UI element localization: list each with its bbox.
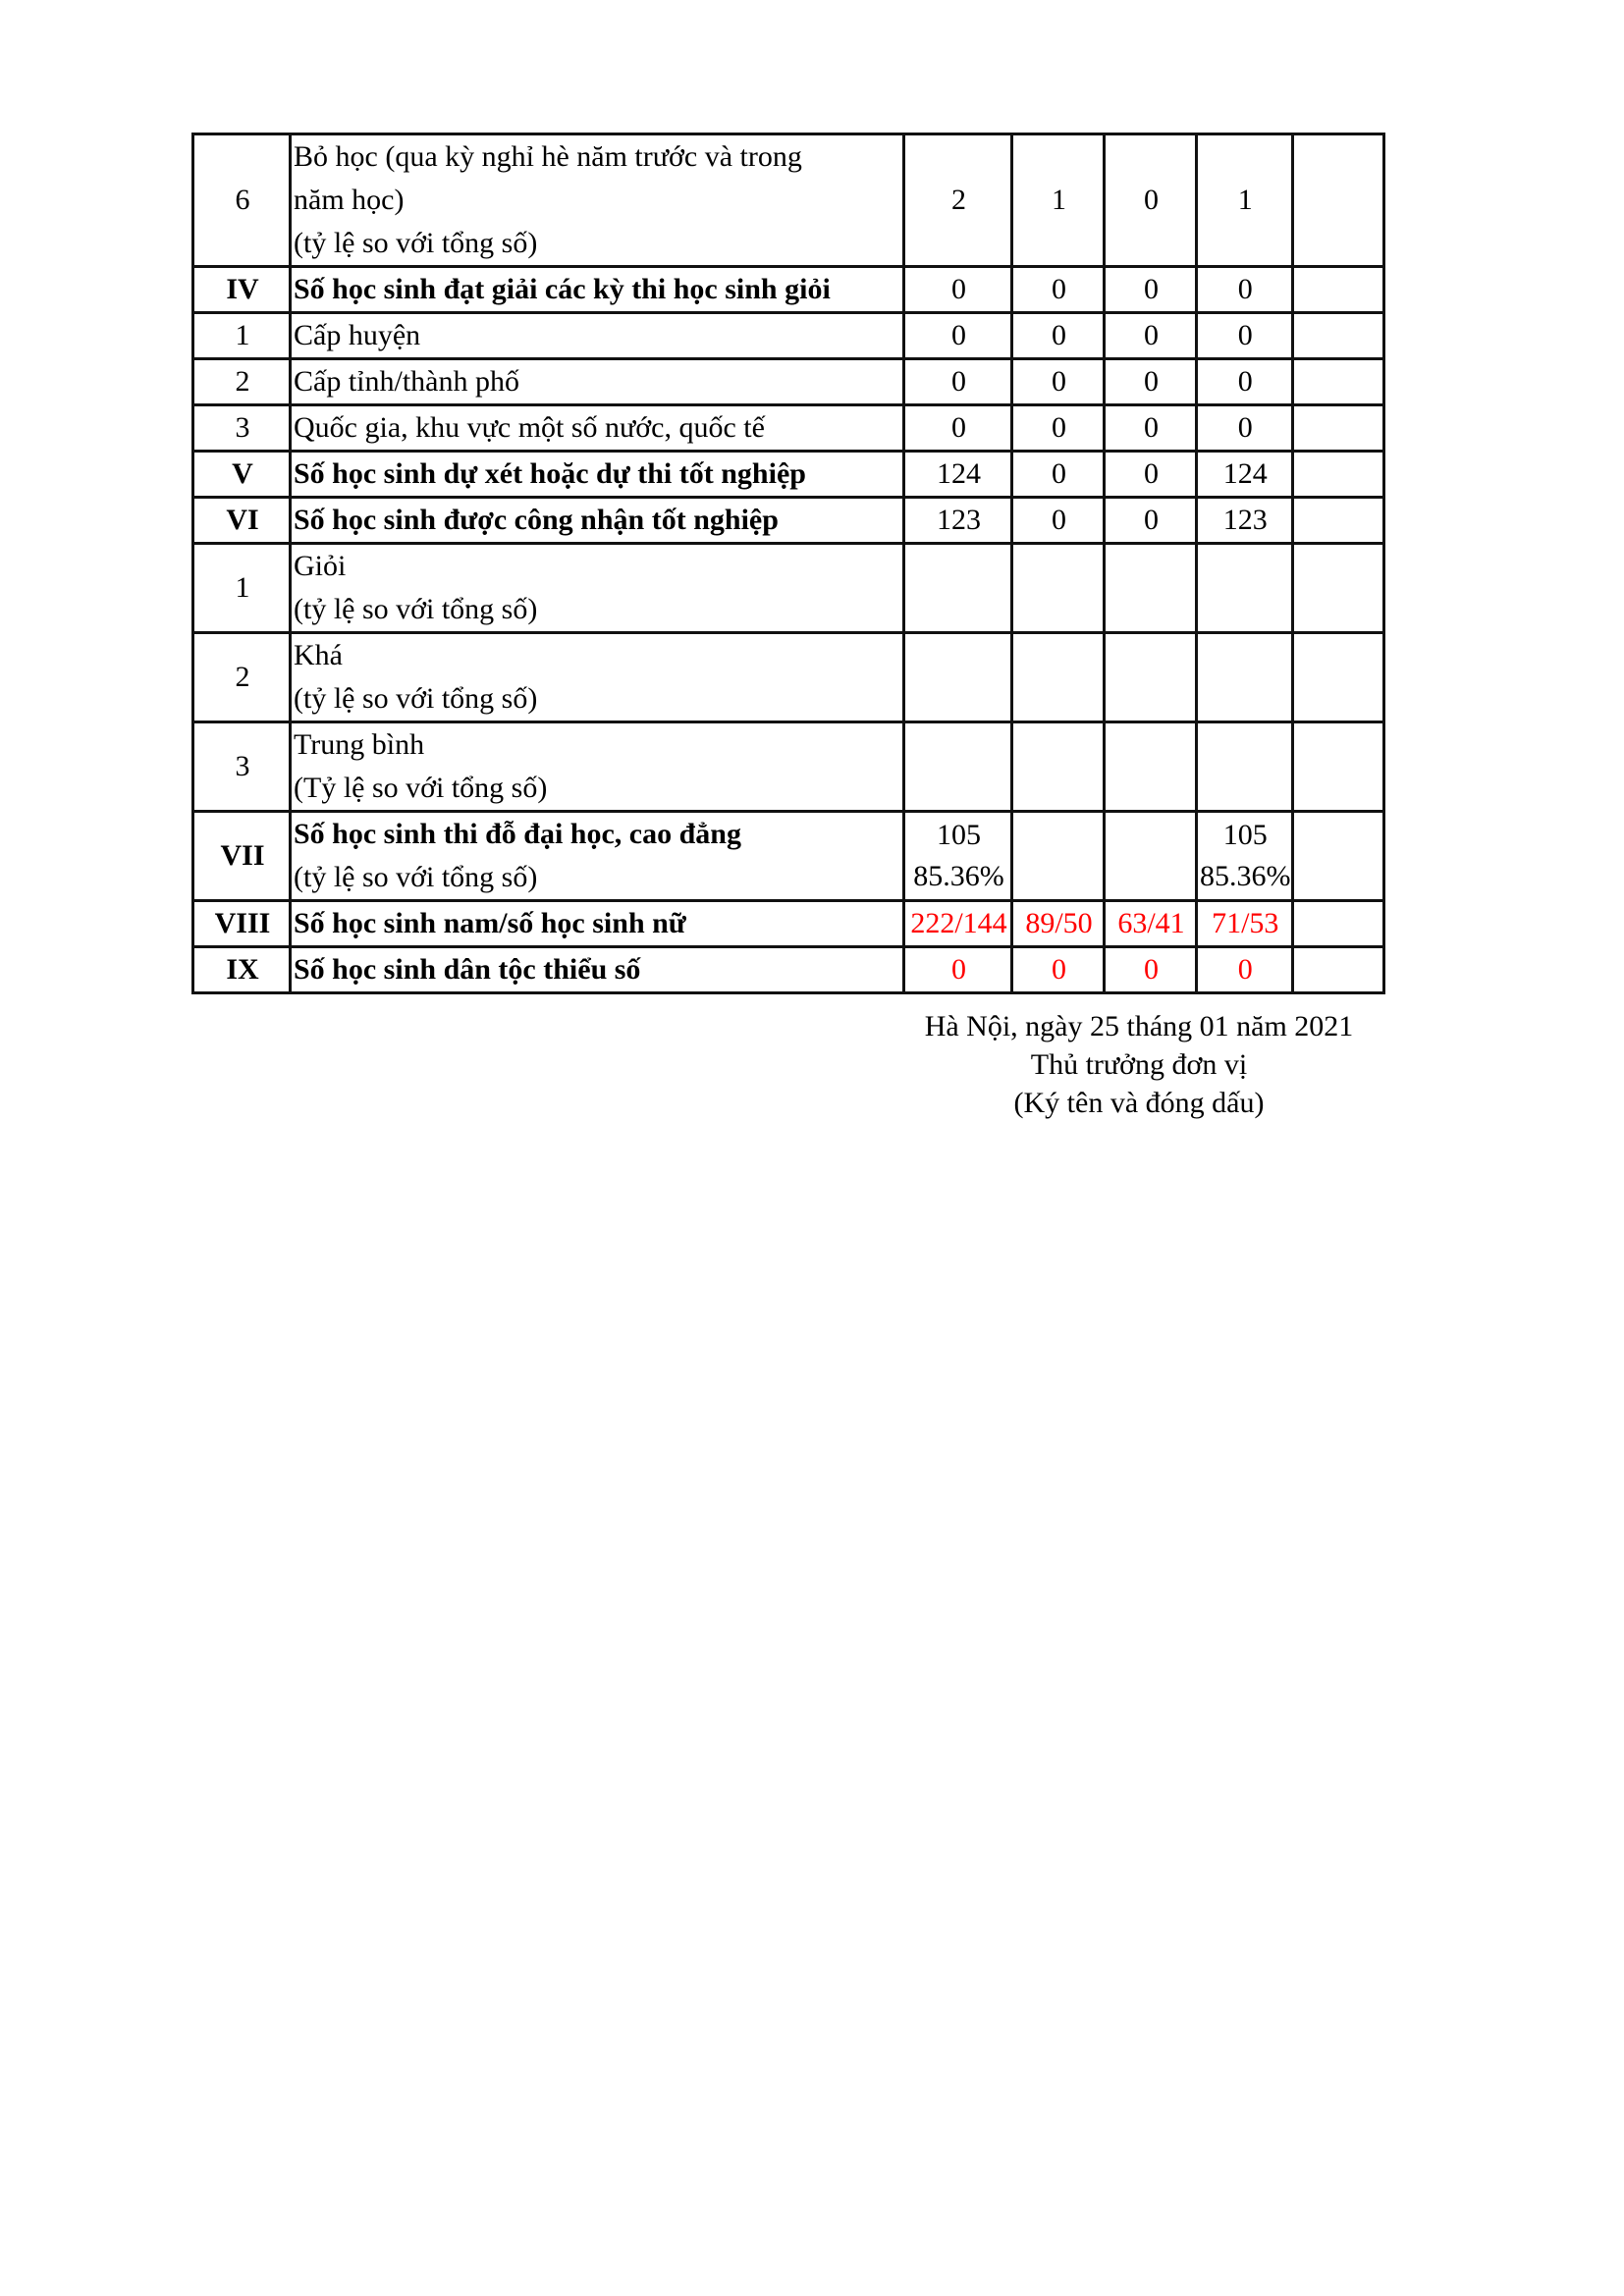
value-cell: 0: [1012, 313, 1105, 359]
note-cell: [1292, 947, 1383, 993]
value-cell: 0: [1012, 267, 1105, 313]
value-cell: 124: [904, 452, 1012, 498]
row-index: VIII: [193, 901, 291, 947]
value-cell: [1197, 544, 1293, 633]
table-row: [193, 633, 1384, 722]
note-cell: [1292, 405, 1383, 452]
row-index: V: [193, 452, 291, 498]
value-cell: 0: [1197, 947, 1293, 993]
row-index: 3: [193, 405, 291, 452]
value-cell: [1105, 633, 1197, 722]
row-index: 2: [193, 359, 291, 405]
table-row: [193, 812, 1384, 901]
value-cell: 1: [1012, 134, 1105, 267]
row-label-line: Cấp huyện: [294, 319, 421, 351]
row-label: [291, 544, 904, 633]
value-cell: 0: [904, 359, 1012, 405]
row-label-line: (tỷ lệ so với tổng số): [294, 227, 538, 259]
value-cell: 0: [1105, 267, 1197, 313]
row-label: [291, 405, 904, 452]
value-cell: 0: [1197, 405, 1293, 452]
table-row: [193, 452, 1384, 498]
value-cell: [1197, 812, 1293, 901]
row-label-line: (tỷ lệ so với tổng số): [294, 593, 538, 625]
row-label: [291, 947, 904, 993]
note-cell: [1292, 498, 1383, 544]
row-label-line: Cấp tỉnh/thành phố: [294, 365, 519, 398]
table-row: [193, 947, 1384, 993]
row-label-line: Số học sinh dự xét hoặc dự thi tốt nghiệp: [294, 457, 806, 490]
value-line: 105: [937, 819, 981, 851]
value-cell: [1012, 544, 1105, 633]
value-cell: 71/53: [1197, 901, 1293, 947]
value-cell: [1012, 722, 1105, 812]
value-cell: [1105, 812, 1197, 901]
signature-block: [864, 1007, 1414, 1122]
row-label-line: Số học sinh dân tộc thiểu số: [294, 953, 641, 986]
value-line: 85.36%: [1200, 860, 1291, 892]
row-label-line: (Tỷ lệ so với tổng số): [294, 772, 548, 804]
table-row: [193, 405, 1384, 452]
note-cell: [1292, 134, 1383, 267]
row-label: [291, 359, 904, 405]
value-cell: 0: [1012, 405, 1105, 452]
signer-title: Thủ trưởng đơn vị: [1030, 1048, 1248, 1081]
value-line: 105: [1222, 819, 1268, 851]
value-cell: 0: [904, 313, 1012, 359]
value-cell: 123: [904, 498, 1012, 544]
value-cell: [904, 544, 1012, 633]
value-cell: [1105, 544, 1197, 633]
row-index: 6: [193, 134, 291, 267]
note-cell: [1292, 633, 1383, 722]
row-index: 3: [193, 722, 291, 812]
value-cell: 0: [1197, 313, 1293, 359]
row-index: 2: [193, 633, 291, 722]
row-label: [291, 633, 904, 722]
row-label-line: Khá: [294, 639, 343, 671]
value-cell: 0: [1105, 947, 1197, 993]
row-label: [291, 498, 904, 544]
value-line: 85.36%: [913, 860, 1004, 892]
value-cell: [1197, 633, 1293, 722]
row-label: [291, 722, 904, 812]
row-label: [291, 452, 904, 498]
value-cell: 0: [1012, 498, 1105, 544]
row-label-line: năm học): [294, 184, 405, 216]
row-label-line: Giỏi: [294, 550, 347, 582]
table-row: [193, 722, 1384, 812]
note-cell: [1292, 359, 1383, 405]
value-cell: 0: [904, 267, 1012, 313]
row-index: IX: [193, 947, 291, 993]
value-cell: 123: [1197, 498, 1293, 544]
row-label-line: (tỷ lệ so với tổng số): [294, 861, 538, 893]
row-index: VI: [193, 498, 291, 544]
table-row: [193, 544, 1384, 633]
row-label-line: Số học sinh được công nhận tốt nghiệp: [294, 504, 779, 536]
row-label-line: (tỷ lệ so với tổng số): [294, 682, 538, 715]
table-row: [193, 498, 1384, 544]
row-label: [291, 812, 904, 901]
value-cell: [904, 812, 1012, 901]
row-label: [291, 313, 904, 359]
value-cell: [904, 722, 1012, 812]
value-cell: [1012, 812, 1105, 901]
row-label: [291, 901, 904, 947]
note-cell: [1292, 901, 1383, 947]
value-cell: 0: [1105, 405, 1197, 452]
value-cell: 0: [904, 947, 1012, 993]
value-cell: 222/144: [904, 901, 1012, 947]
value-cell: 0: [1012, 947, 1105, 993]
value-cell: 0: [1197, 267, 1293, 313]
row-label-line: Số học sinh nam/số học sinh nữ: [294, 907, 686, 939]
table-row: [193, 313, 1384, 359]
value-cell: 89/50: [1012, 901, 1105, 947]
row-label: [291, 134, 904, 267]
table-row: [193, 901, 1384, 947]
row-label-line: Số học sinh đạt giải các kỳ thi học sinh giỏi: [294, 273, 831, 305]
statistics-table-body: [193, 134, 1384, 993]
note-cell: [1292, 267, 1383, 313]
value-cell: [1197, 722, 1293, 812]
value-cell: 124: [1197, 452, 1293, 498]
row-label-line: Bỏ học (qua kỳ nghỉ hè năm trước và trong: [294, 140, 802, 173]
table-row: [193, 359, 1384, 405]
value-cell: 2: [904, 134, 1012, 267]
value-cell: 0: [1105, 498, 1197, 544]
value-cell: 0: [1105, 359, 1197, 405]
signature-note: (Ký tên và đóng dấu): [1013, 1087, 1265, 1119]
row-label-line: Số học sinh thi đỗ đại học, cao đẳng: [294, 818, 741, 850]
value-cell: [1105, 722, 1197, 812]
row-index: IV: [193, 267, 291, 313]
note-cell: [1292, 452, 1383, 498]
table-row: [193, 267, 1384, 313]
row-index: VII: [193, 812, 291, 901]
value-cell: 0: [1105, 134, 1197, 267]
note-cell: [1292, 812, 1383, 901]
table-row: [193, 134, 1384, 267]
value-cell: 0: [1197, 359, 1293, 405]
value-cell: 63/41: [1105, 901, 1197, 947]
note-cell: [1292, 544, 1383, 633]
place-date: Hà Nội, ngày 25 tháng 01 năm 2021: [924, 1010, 1354, 1042]
row-index: 1: [193, 313, 291, 359]
row-index: 1: [193, 544, 291, 633]
statistics-table: [191, 133, 1385, 994]
value-cell: [904, 633, 1012, 722]
row-label-line: Trung bình: [294, 728, 425, 761]
row-label-line: Quốc gia, khu vực một số nước, quốc tế: [294, 411, 765, 444]
row-label: [291, 267, 904, 313]
value-cell: 1: [1197, 134, 1293, 267]
note-cell: [1292, 722, 1383, 812]
value-cell: 0: [1105, 452, 1197, 498]
value-cell: [1012, 633, 1105, 722]
value-cell: 0: [904, 405, 1012, 452]
value-cell: 0: [1105, 313, 1197, 359]
value-cell: 0: [1012, 359, 1105, 405]
note-cell: [1292, 313, 1383, 359]
value-cell: 0: [1012, 452, 1105, 498]
